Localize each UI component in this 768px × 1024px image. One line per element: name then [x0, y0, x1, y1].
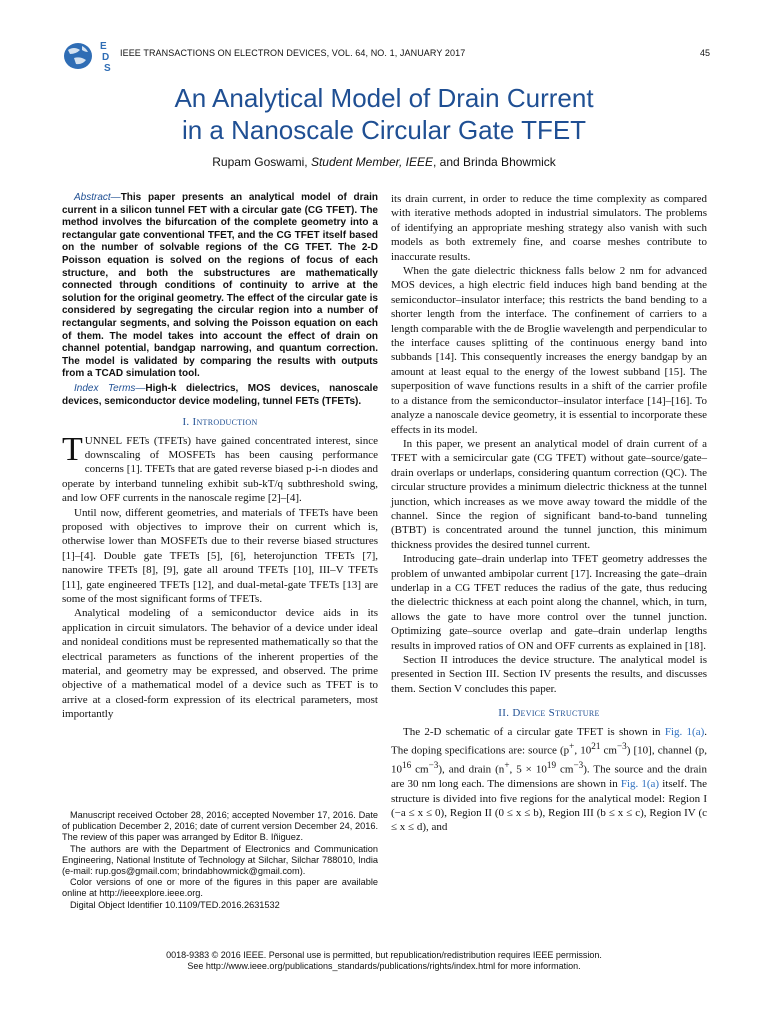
- right-paragraph-5: Section II introduces the device structure. The analytical model is presented in Section III. Section IV presents the results, and discusses them. Section V concludes this paper.: [391, 654, 707, 695]
- index-terms: Index Terms—High-k dielectrics, MOS devices, nanoscale devices, semiconductor device modeling, tunnel FETs (TFETs).: [62, 382, 379, 407]
- title-line-2: in a Nanoscale Circular Gate TFET: [181, 115, 587, 145]
- footnote-doi: Digital Object Identifier 10.1109/TED.2016.2631532: [70, 899, 280, 910]
- page-number: 45: [699, 48, 710, 58]
- figure-link[interactable]: Fig. 1(a): [664, 725, 705, 738]
- eds-globe-logo: [60, 38, 116, 72]
- right-paragraph-3: In this paper, we present an analytical model of drain current of a TFET with a semicircular gate (CG TFET) without gate–source/gate–drain overlaps or underlaps, considering quantum correction (QC). The circular structure provides a minimum dielectric thickness at the tunnel junction, which increases as we move away toward the middle of the channel. Since the region of significant band-to-band tunneling (BTBT) is concentrated around the tunnel junction, this minimum thickness provides the desired tunnel current.: [391, 437, 707, 551]
- drop-cap: T: [62, 430, 83, 468]
- footnote-authors: The authors are with the Department of Electronics and Communication Engineering, National Institute of Technology at Silchar, Silchar 788010, India (e-mail: rup.gos@gmail.com; brindabhowmick@gmail.com).: [62, 843, 378, 877]
- paper-title: [0, 82, 768, 146]
- svg-text:S: S: [104, 63, 111, 72]
- right-column: [391, 192, 707, 835]
- right-paragraph-2: When the gate dielectric thickness falls below 2 nm for advanced MOS devices, a high electric field induces high band bending at the semiconductor–insulator interface; this restricts the band bending to a shorter length from the interface. The confinement of carriers to a length comparable with the de Broglie wavelength and perpendicular to the interface causes splitting of the continuous energy band into subbands [14]. This consequently increases the energy bandgap by an amount at least equal to the energy of the lowest subband [15]. The superposition of wave functions results in a shift of the carrier profile to a distance from the semiconductor–insulator interface [14]–[16]. To analyze a nanoscale device geometry, it is essential to incorporate these effects in its model.: [391, 265, 707, 436]
- abstract: Abstract—This paper presents an analytical model of drain current in a silicon tunnel FET with a circular gate (CG TFET). The method involves the bifurcation of the complete geometry into a rectangular gate conventional TFET, and the CG TFET itself based on the number of solvable regions of the CG TFET. The 2-D Poisson equation is solved on the regions of focus of each structure, and both the substructures are mathematically connected through conditions of continuity to arrive at the solution for the original geometry. The effect of the circular gate is considered by segregating the circular region into a number of rectangular segments, and solving the Poisson equation on each of them. The model takes into account the effect of drain on channel potential, bandgap narrowing, and quantum correction. The model is validated by comparing the results with outputs from a TCAD simulation tool.: [62, 192, 378, 380]
- left-column: [62, 192, 378, 722]
- footnote: [62, 810, 378, 911]
- figure-link-2[interactable]: Fig. 1(a): [620, 778, 660, 791]
- footnote-manuscript: Manuscript received October 28, 2016; accepted November 17, 2016. Date of publication December 2, 2016; date of current version December 24, 2016. The review of this paper was arranged by Editor B. Iñiguez.: [62, 810, 378, 843]
- title-line-1: An Analytical Model of Drain Current: [174, 83, 594, 113]
- footnote-color: Color versions of one or more of the figures in this paper are available online at http://ieeexplore.ieee.org.: [62, 877, 378, 899]
- right-paragraph-4: Introducing gate–drain underlap into TFET geometry addresses the problem of unwanted ambipolar current [17]. Increasing the gate–drain underlap in a CG TFET reduces the radius of the gate, thus reducing the dielectric thickness at each point along the channel, which, in turn, allows the gate to have more control over the tunnel junction. Optimizing gate–source overlap and gate–drain underlap lengths results in improved ratios of ON and OFF currents as explained in [18].: [391, 553, 707, 652]
- intro-paragraph-2: Until now, different geometries, and materials of TFETs have been proposed with objectives to improve their on current which is, otherwise lower than MOSFETs due to their reverse biased structures [1]–[4]. Double gate TFETs [5], [6], heterojunction TFETs [7], nanowire TFETs [8], [9], gate all around TFETs [10], III–V TFETs [11], gate engineered TFETs [12], and dual-metal-gate TFETs [13] are some of the most significant forms of TFETs.: [62, 506, 378, 605]
- section-heading-device-structure: II. Device Structure: [498, 707, 600, 720]
- intro-paragraph-3: Analytical modeling of a semiconductor device aids in its application in circuit simulators. The behavior of a device under ideal and nonideal conditions must be represented mathematically so that the electrical parameters as functions of the inherent properties of the material, and geometry may be expressed, and observed. The prime objective of a mathematical model of a device such as TFET is to arrive at a closed-form expression of its electrical parameters, most importantly: [62, 607, 378, 721]
- right-paragraph-1: its drain current, in order to reduce the time complexity as compared with iterative methods adopted in industrial simulators. The problems of identifying an appropriate meshing strategy also vanish with such models as both extremely fine, and coarse meshes contribute to inaccurate results.: [391, 193, 707, 263]
- svg-text:D: D: [102, 52, 110, 63]
- authors: Rupam Goswami, Student Member, IEEE, and Brinda Bhowmick: [212, 155, 556, 169]
- intro-paragraph-1: TUNNEL FETs (TFETs) have gained concentrated interest, since downscaling of MOSFETs has been causing performance concerns [1]. TFETs that are gated reverse biased p-i-n diodes and operate by interband tunneling exhibit sub-kT/q subthreshold swing, and low OFF currents in the nanoscale regime [2]–[4].: [62, 430, 378, 505]
- svg-text:E: E: [100, 41, 107, 52]
- section-heading-introduction: I. Introduction: [182, 416, 258, 429]
- device-structure-paragraph: The 2-D schematic of a circular gate TFET is shown in Fig. 1(a). The doping specifications are: source (p+, $10^{21}$ $cm^{-3}$) [10], channel (p, $10^{16}$ $cm^{-3}$), and drain (n+, $5 \times 10^{19}$ $cm^{-3}$). The source and the drain are 30 nm long each. The dimensions are shown in Fig. 1(a) itself. The structure is divided into five regions for the analytical model: Region I (−a ≤ x ≤ 0), Region II (0 ≤ x ≤ b), Region III (b ≤ x ≤ c), Region IV (c ≤ x ≤ d), and: [391, 725, 707, 834]
- page-header: [60, 36, 710, 76]
- copyright-notice: 0018-9383 © 2016 IEEE. Personal use is permitted, but republication/redistribution requires IEEE permission. See http://www.ieee.org/publications_standards/publications/rights/index.html for more information.: [166, 950, 602, 971]
- journal-name: IEEE TRANSACTIONS ON ELECTRON DEVICES, VOL. 64, NO. 1, JANUARY 2017: [120, 48, 466, 58]
